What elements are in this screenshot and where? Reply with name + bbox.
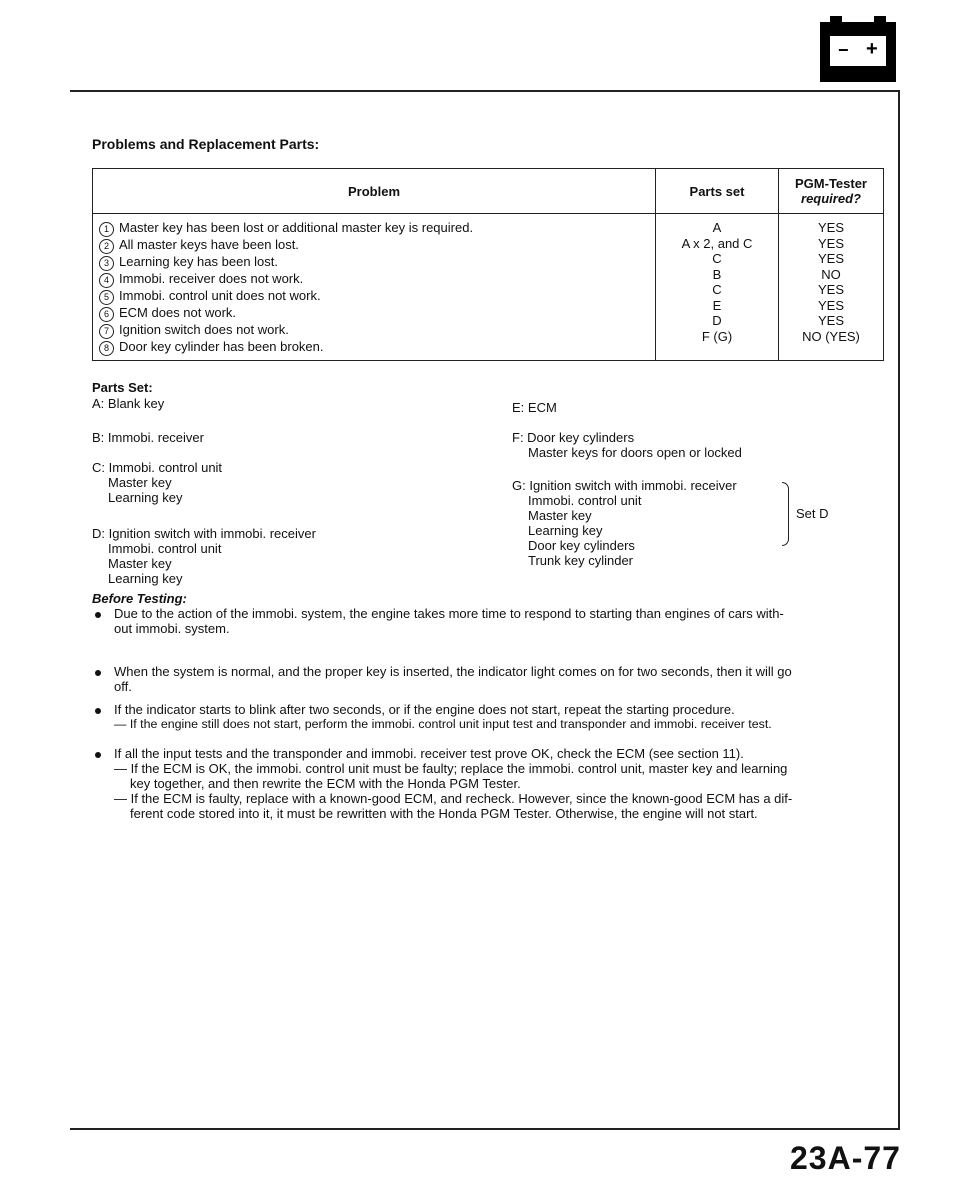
circled-number: 8 — [99, 341, 114, 356]
parts-set-value: C — [712, 282, 722, 297]
parts-set-c-label: C: Immobi. control unit — [92, 460, 223, 475]
parts-set-d-item: Learning key — [108, 571, 183, 586]
problem-text: Ignition switch does not work. — [119, 322, 289, 337]
bullet-2-line: off. — [114, 679, 132, 694]
bullet-2 — [114, 664, 894, 694]
bullet-4-line: — If the ECM is faulty, replace with a known-good ECM, and recheck. However, since the known-good ECM has a dif- — [114, 791, 793, 806]
circled-number: 6 — [99, 307, 114, 322]
bullet-4-line: ferent code stored into it, it must be rewritten with the Honda PGM Tester. Otherwise, the engine will not start. — [130, 806, 758, 821]
bottom-rule — [70, 1128, 900, 1130]
problem-item — [99, 322, 649, 339]
bullet-3-line: If the indicator starts to blink after two seconds, or if the engine does not start, repeat the starting procedure. — [114, 702, 735, 717]
pgm-value: YES — [817, 282, 844, 297]
bullet-4-line: — If the ECM is OK, the immobi. control unit must be faulty; replace the immobi. control unit, master key and learning — [114, 761, 788, 776]
circled-number: 2 — [99, 239, 114, 254]
parts-set-g — [512, 478, 737, 568]
parts-set-value: A — [712, 220, 722, 235]
parts-set-f-item: Master keys for doors open or locked — [528, 445, 742, 460]
header-problem: Problem — [93, 169, 656, 214]
pgm-value: YES — [817, 220, 844, 235]
parts-set-value: D — [712, 313, 722, 328]
table-header-row — [93, 169, 884, 214]
problem-item — [99, 305, 649, 322]
parts-set-value: E — [712, 297, 722, 313]
parts-set-g-item: Master key — [528, 508, 592, 523]
section-heading: Problems and Replacement Parts: — [92, 136, 320, 152]
problems-table — [92, 168, 884, 361]
bullet-dot — [95, 708, 101, 714]
problem-text: All master keys have been lost. — [119, 237, 299, 252]
bullet-1 — [114, 606, 894, 636]
parts-set-title: Parts Set: — [92, 380, 153, 395]
battery-minus: − — [838, 40, 849, 60]
problem-item — [99, 254, 649, 271]
bullet-dot — [95, 670, 101, 676]
pgm-value: YES — [817, 313, 844, 328]
circled-number: 1 — [99, 222, 114, 237]
parts-set-g-label: G: Ignition switch with immobi. receiver — [512, 478, 737, 493]
parts-set-value: B — [712, 266, 722, 282]
parts-set-e: E: ECM — [512, 400, 557, 415]
parts-set-f — [512, 430, 742, 460]
header-parts-set: Parts set — [656, 169, 779, 214]
problem-item — [99, 339, 649, 356]
parts-set-c-item: Master key — [108, 475, 172, 490]
parts-set-c — [92, 460, 222, 505]
parts-set-value: A x 2, and C — [681, 235, 753, 251]
parts-set-a: A: Blank key — [92, 396, 165, 411]
parts-set-g-item: Immobi. control unit — [528, 493, 642, 508]
parts-set-g-item: Door key cylinders — [528, 538, 635, 553]
problem-item — [99, 288, 649, 305]
before-testing-title: Before Testing: — [92, 591, 187, 606]
pgm-tester-cell — [779, 214, 884, 361]
bullet-4-line: If all the input tests and the transponder and immobi. receiver test prove OK, check the ECM (see section 11). — [114, 746, 744, 761]
circled-number: 5 — [99, 290, 114, 305]
problem-item — [99, 237, 649, 254]
parts-set-value: C — [712, 251, 722, 266]
problem-text: Immobi. receiver does not work. — [119, 271, 304, 286]
circled-number: 7 — [99, 324, 114, 339]
pgm-value: NO (YES) — [802, 328, 860, 344]
top-rule — [70, 90, 900, 92]
parts-set-g-item: Learning key — [528, 523, 603, 538]
pgm-value: YES — [817, 251, 844, 266]
problem-text: Master key has been lost or additional master key is required. — [119, 220, 474, 235]
circled-number: 3 — [99, 256, 114, 271]
parts-set-d-item: Master key — [108, 556, 172, 571]
table-body-row — [93, 214, 884, 361]
bullet-4-line: key together, and then rewrite the ECM with the Honda PGM Tester. — [130, 776, 521, 791]
parts-set-d-item: Immobi. control unit — [108, 541, 222, 556]
parts-set-b: B: Immobi. receiver — [92, 430, 204, 445]
problem-text: Immobi. control unit does not work. — [119, 288, 321, 303]
parts-set-d-label: D: Ignition switch with immobi. receiver — [92, 526, 316, 541]
bullet-1-line: Due to the action of the immobi. system, the engine takes more time to respond to starting than engines of cars with- — [114, 606, 784, 621]
pgm-value: NO — [821, 266, 841, 282]
header-pgm-line1: PGM-Tester — [795, 176, 867, 191]
bullet-3 — [114, 702, 894, 732]
header-pgm-tester — [779, 169, 884, 214]
pgm-value: YES — [817, 235, 844, 251]
parts-set-c-item: Learning key — [108, 490, 183, 505]
problem-cell — [93, 214, 656, 361]
bullet-dot — [95, 752, 101, 758]
parts-set-g-item: Trunk key cylinder — [528, 553, 633, 568]
parts-set-value: F (G) — [701, 328, 733, 344]
bullet-1-line: out immobi. system. — [114, 621, 230, 636]
bullet-2-line: When the system is normal, and the proper key is inserted, the indicator light comes on for two seconds, then it will go — [114, 664, 792, 679]
pgm-value: YES — [817, 297, 844, 313]
bullet-dot — [95, 612, 101, 618]
page-number: 23A-77 — [790, 1140, 901, 1176]
problem-text: Learning key has been lost. — [119, 254, 278, 269]
problem-item — [99, 220, 649, 237]
bullet-3-line: — If the engine still does not start, perform the immobi. control unit input test and transponder and immobi. receiver test. — [114, 717, 772, 731]
right-frame-rule — [898, 90, 900, 1130]
parts-set-d — [92, 526, 316, 586]
battery-plus: + — [866, 38, 878, 60]
set-d-brace — [782, 482, 789, 546]
battery-icon — [820, 22, 896, 82]
problem-text: Door key cylinder has been broken. — [119, 339, 324, 354]
bullet-4 — [114, 746, 894, 821]
parts-set-cell — [656, 214, 779, 361]
set-d-note: Set D — [796, 506, 829, 521]
problem-text: ECM does not work. — [119, 305, 237, 320]
parts-set-f-label: F: Door key cylinders — [512, 430, 635, 445]
circled-number: 4 — [99, 273, 114, 288]
problem-item — [99, 271, 649, 288]
header-pgm-line2: required? — [801, 191, 861, 206]
